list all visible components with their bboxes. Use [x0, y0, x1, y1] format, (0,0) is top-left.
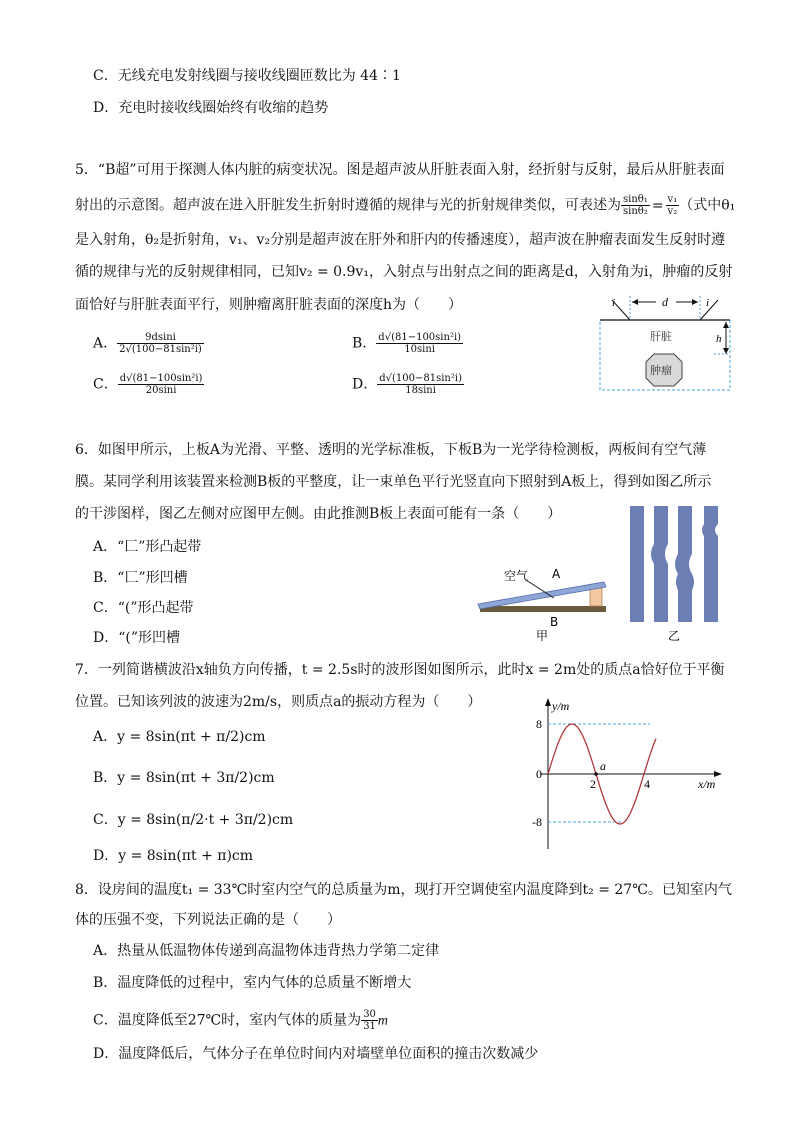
q7-option-b: B．y = 8sin(πt + 3π/2)cm — [93, 770, 275, 786]
point-a-marker — [594, 772, 598, 776]
board-a — [478, 582, 606, 609]
y-axis-label: y/m — [552, 699, 570, 713]
q5-frac-v — [666, 194, 680, 217]
q5-frac-sin-num: sinθ₁ — [623, 194, 648, 205]
x-tick-2: 2 — [590, 777, 596, 791]
q5-frac-v-den: v₂ — [667, 206, 678, 217]
fig-a-label: A — [552, 567, 561, 581]
q6-option-b: B．“匚”形凹槽 — [93, 570, 188, 586]
q5-liver-figure — [596, 292, 736, 394]
q8-option-c-text: C．温度降低至27℃时，室内气体的质量为 — [93, 1012, 362, 1029]
x-tick-4: 4 — [644, 777, 650, 791]
q5-frac-sin — [621, 194, 650, 217]
x-axis-label: x/m — [698, 777, 716, 791]
y-tick-0: 0 — [536, 767, 542, 781]
q8-stem-line2: 体的压强不变，下列说法正确的是（ ） — [75, 912, 341, 928]
q5-option-d-label: D． — [352, 376, 378, 393]
q5-frac-v-num: v₁ — [667, 194, 678, 205]
q5-stem-line3: 是入射角，θ₂是折射角，v₁、v₂分别是超声波在肝外和肝内的传播速度），超声波在肿瘤表面发生反射时遵 — [75, 232, 726, 248]
q5-option-c — [93, 373, 204, 396]
q5-option-b-den: 10sini — [404, 344, 436, 355]
fig-tumor-label: 肿瘤 — [650, 364, 672, 377]
q5-option-c-label: C． — [93, 376, 118, 393]
q5-option-d-num: d√(100−81sin²i) — [379, 373, 462, 384]
q7-option-d: D．y = 8sin(πt + π)cm — [93, 848, 254, 864]
h-arrowhead-top — [723, 322, 729, 328]
q5-eq: = — [651, 197, 664, 214]
fig-jia-label: 甲 — [536, 629, 549, 642]
q5-option-c-num: d√(81−100sin²i) — [119, 373, 203, 384]
y-tick-neg8: -8 — [532, 815, 542, 829]
q6-figure-jia — [474, 564, 614, 642]
q5-option-d-den: 18sini — [405, 385, 436, 396]
q5-option-a-den: 2√(100−81sin²i) — [119, 344, 202, 355]
q4-option-c: C．无线充电发射线圈与接收线圈匝数比为 44∶1 — [93, 68, 401, 84]
d-arrowhead-left — [632, 299, 638, 305]
q7-stem-line2: 位置。已知该列波的波速为2m/s，则质点a的振动方程为（ ） — [75, 694, 482, 710]
fringe-1 — [630, 506, 644, 622]
q7-wave-graph — [530, 694, 730, 854]
q5-stem-line4: 循的规律与光的反射规律相同，已知v₂ = 0.9v₁，入射点与出射点之间的距离是d，入射角为i，肿瘤的反射 — [75, 264, 733, 280]
fringe-3 — [675, 506, 694, 622]
fig-d: d — [662, 295, 668, 309]
q6-option-c: C．“(”形凸起带 — [93, 600, 194, 616]
fig-i-left: i — [612, 297, 616, 309]
y-axis-arrow — [545, 698, 551, 706]
q5-stem-line2b: （式中θ₁ — [679, 197, 736, 214]
q5-option-a-frac — [117, 332, 204, 355]
q8-option-d: D．温度降低后，气体分子在单位时间内对墙壁单位面积的撞击次数减少 — [93, 1046, 539, 1062]
q5-option-d — [352, 373, 464, 396]
q5-option-a-label: A． — [93, 335, 118, 352]
d-arrowhead-right — [692, 299, 698, 305]
q7-stem-line1: 7．一列简谐横波沿x轴负方向传播，t = 2.5s时的波形图如图所示，此时x = 2m处的质点a恰好位于平衡 — [75, 662, 725, 678]
y-tick-8: 8 — [536, 717, 542, 731]
fig-liver-label: 肝脏 — [650, 330, 672, 343]
q5-option-a — [93, 332, 204, 355]
q6-stem-line1: 6．如图甲所示，上板A为光滑、平整、透明的光学标准板，下板B为一光学待检测板，两板间有空气薄 — [75, 442, 707, 458]
fig-yi-label: 乙 — [668, 629, 681, 643]
q6-figure-yi — [626, 504, 726, 644]
q5-stem-line1: 5．“B超”可用于探测人体内脏的病变状况。图是超声波从肝脏表面入射，经折射与反射，最后从肝脏表面 — [75, 162, 725, 178]
q6-stem-line2: 膜。某同学利用该装置来检测B板的平整度，让一束单色平行光竖直向下照射到A板上，得到如图乙所示 — [75, 474, 712, 490]
q8-option-c-num: 30 — [363, 1009, 376, 1020]
q8-stem-line1: 8．设房间的温度t₁ = 33℃时室内空气的总质量为m，现打开空调使室内温度降到t₂ = 27℃。已知室内气 — [75, 882, 732, 898]
q8-option-c — [93, 1009, 388, 1032]
fringe-2 — [651, 506, 668, 622]
q8-option-c-frac — [361, 1009, 378, 1032]
q8-option-c-den: 31 — [363, 1021, 376, 1032]
q8-option-c-m: m — [377, 1013, 389, 1029]
q5-frac-sin-den: sinθ₂ — [623, 206, 648, 217]
h-arrowhead-bottom — [723, 348, 729, 354]
q5-stem-line2a: 射出的示意图。超声波在进入肝脏发生折射时遵循的规律与光的折射规律类似，可表述为 — [75, 197, 621, 214]
q8-option-b: B．温度降低的过程中，室内气体的总质量不断增大 — [93, 975, 412, 991]
q6-stem-line3: 的干涉图样，图乙左侧对应图甲左侧。由此推测B板上表面可能有一条（ ） — [75, 506, 562, 522]
fig-h: h — [716, 333, 722, 345]
fig-i-right: i — [706, 297, 710, 309]
q5-option-c-frac — [118, 373, 205, 396]
q5-option-d-frac — [377, 373, 464, 396]
q5-stem-line2 — [75, 194, 735, 217]
q5-option-b — [352, 332, 463, 355]
fig-b-label: B — [550, 615, 559, 629]
q5-option-c-den: 20sini — [145, 385, 177, 396]
fig-air-label: 空气 — [504, 569, 529, 583]
q5-option-a-num: 9dsini — [117, 332, 204, 344]
board-b — [480, 606, 606, 612]
spacer-block — [590, 588, 602, 606]
q5-stem-line5: 面恰好与肝脏表面平行，则肿瘤离肝脏表面的深度h为（ ） — [75, 297, 463, 313]
q6-option-d: D．“(”形凹槽 — [93, 630, 181, 646]
q6-option-a: A．“匚”形凸起带 — [93, 539, 202, 555]
q8-option-a: A．热量从低温物体传递到高温物体违背热力学第二定律 — [93, 943, 440, 959]
q5-option-b-frac — [376, 332, 463, 355]
q5-option-b-num: d√(81−100sin²i) — [378, 332, 462, 343]
q4-option-d: D．充电时接收线圈始终有收缩的趋势 — [93, 100, 329, 116]
point-a-label: a — [600, 759, 606, 773]
q7-option-c: C．y = 8sin(π/2·t + 3π/2)cm — [93, 812, 294, 828]
q7-option-a: A．y = 8sin(πt + π/2)cm — [93, 729, 266, 745]
fringe-4 — [702, 506, 718, 622]
q5-option-b-label: B． — [352, 335, 377, 352]
